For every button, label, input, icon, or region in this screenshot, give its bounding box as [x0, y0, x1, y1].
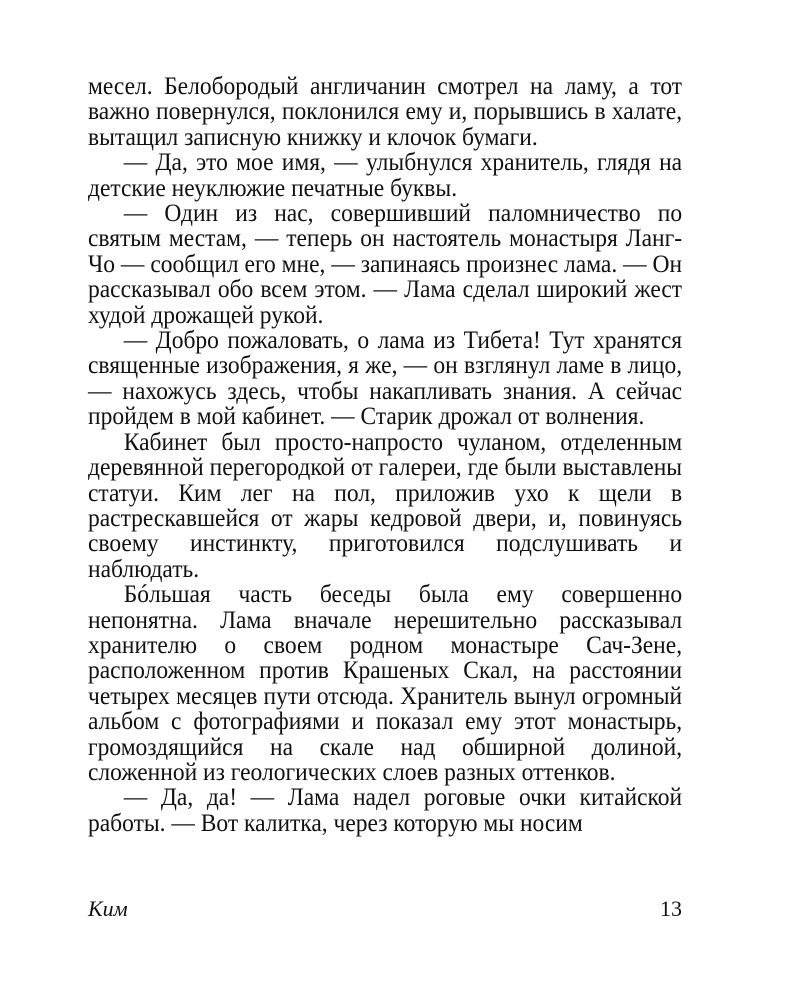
paragraph-2: — Да, это мое имя, — улыбнулся хранитель, глядя на детские неуклюжие печатные буквы.	[88, 149, 683, 202]
running-title: Ким	[88, 896, 128, 921]
page-footer	[88, 896, 682, 926]
paragraph-3: — Один из нас, совершивший паломничество по святым местам, — теперь он настоятель монастыря Ланг-Чо — сообщил его мне, — запинаясь произнес лама. — Он рассказывал обо всем этом. — Лама сделал широкий жест худой дрожащей рукой.	[88, 200, 683, 329]
body-text	[88, 74, 682, 836]
paragraph-6: Бóльшая часть беседы была ему совершенно непонятна. Лама вначале нерешительно рассказывал хранителю о своем родном монастыре Сач-Зене, расположенном против Крашеных Скал, на расстоянии четырех месяцев пути отсюда. Хранитель вынул огромный альбом с фотографиями и показал ему этот монастырь, громоздящийся на скале над обширной долиной, сложенной из геологических слоев разных оттенков.	[88, 581, 683, 786]
page-number: 13	[660, 896, 682, 921]
paragraph-4: — Добро пожаловать, о лама из Тибета! Тут хранятся священные изображения, я же, — он взглянул ламе в лицо, — нахожусь здесь, чтобы накапливать знания. А сейчас пройдем в мой кабинет. — Старик дрожал от волнения.	[88, 327, 683, 431]
paragraph-7: — Да, да! — Лама надел роговые очки китайской работы. — Вот калитка, через которую мы носим	[88, 784, 683, 837]
paragraph-5: Кабинет был просто-напросто чуланом, отделенным деревянной перегородкой от галереи, где были выставлены статуи. Ким лег на пол, приложив ухо к щели в растрескавшейся от жары кедровой двери, и, повинуясь своему инстинкту, приготовился подслушивать и наблюдать.	[88, 428, 683, 583]
paragraph-1: месел. Белобородый англичанин смотрел на ламу, а тот важно повернулся, поклонился ему и, порывшись в халате, вытащил записную книжку и клочок бумаги.	[88, 73, 683, 151]
